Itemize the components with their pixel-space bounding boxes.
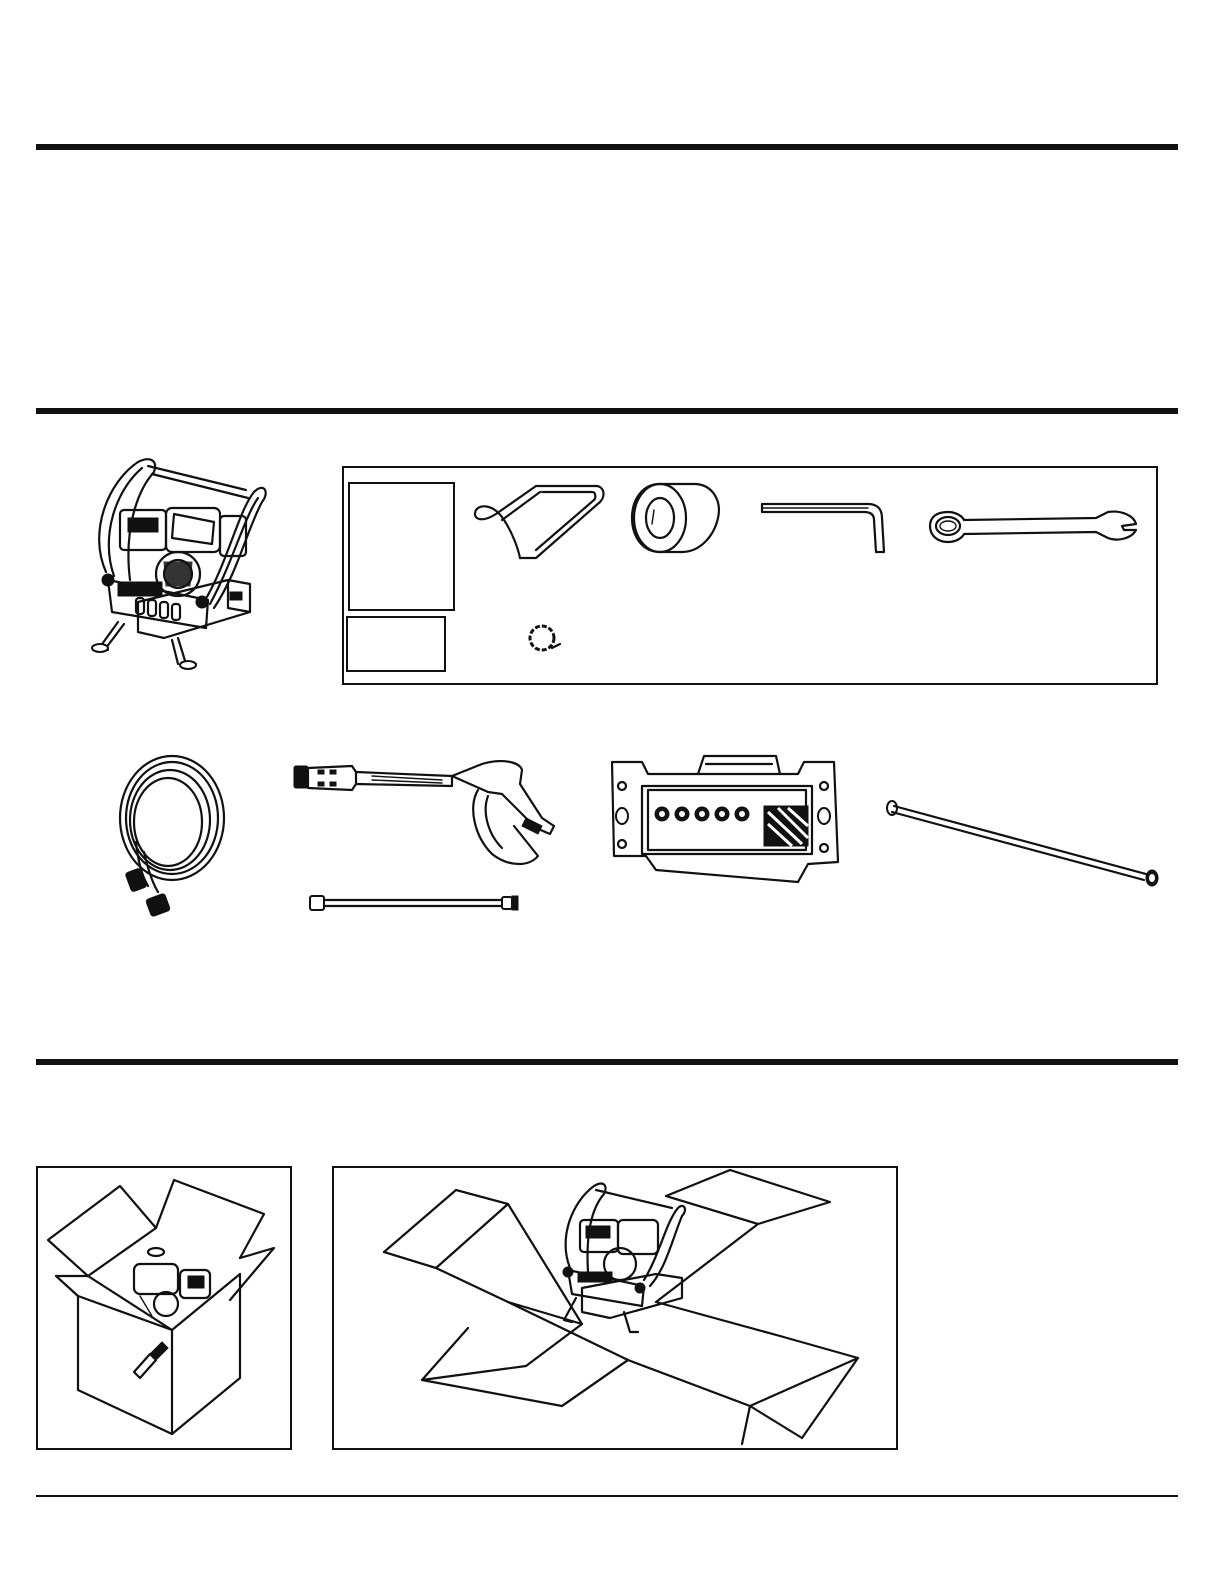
wrench-icon bbox=[926, 508, 1138, 544]
footer-divider bbox=[36, 1495, 1178, 1497]
rod-icon bbox=[882, 800, 1162, 890]
hose-icon bbox=[108, 752, 230, 922]
cut-box-flat-icon bbox=[382, 1168, 862, 1444]
hex-key-icon bbox=[758, 500, 892, 556]
accessory-kit-frame bbox=[342, 466, 1158, 685]
top-divider bbox=[36, 144, 1178, 150]
pressure-washer-icon bbox=[78, 452, 274, 674]
o-ring-icon bbox=[524, 622, 564, 656]
open-box-icon bbox=[44, 1180, 280, 1442]
hook-icon bbox=[466, 478, 608, 560]
kit-label-box-top bbox=[348, 482, 455, 611]
nozzle-panel-icon bbox=[608, 752, 840, 886]
ring-icon bbox=[630, 480, 722, 556]
unpacking-divider bbox=[36, 1059, 1178, 1065]
spray-gun-icon bbox=[292, 756, 560, 872]
extension-wand-icon bbox=[308, 893, 520, 913]
contents-divider bbox=[36, 408, 1178, 414]
kit-label-box-bottom bbox=[346, 616, 446, 672]
